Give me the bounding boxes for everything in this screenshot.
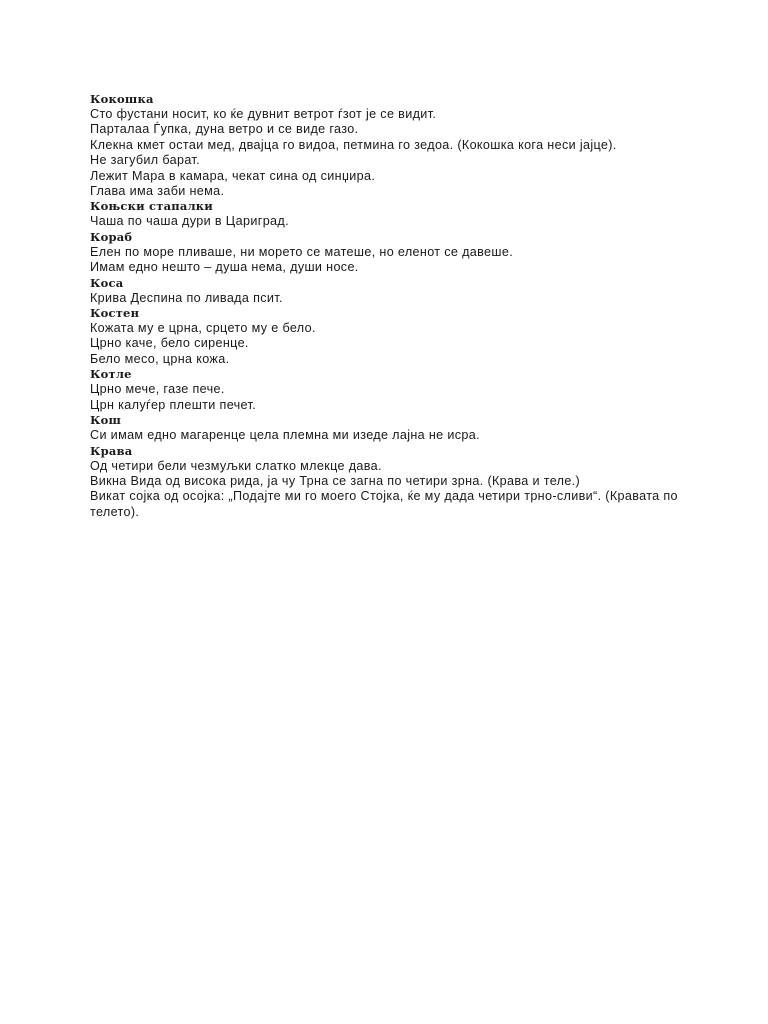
entry-kosa [90, 276, 710, 306]
riddle-line: Крива Деспина по ливада псит. [90, 290, 283, 305]
entry-heading: Костен [90, 306, 140, 321]
riddle-line: Имам едно нешто – душа нема, души носе. [90, 260, 359, 275]
entry-kokoshka [90, 92, 710, 199]
riddle-line: Викна Вида од висока рида, ја чу Трна се загна по четири зрна. (Крава и теле.) [90, 473, 581, 488]
riddle-line: Од четири бели чезмуљки слатко млекце дава. [90, 458, 382, 473]
riddles-document [90, 92, 710, 520]
riddle-line: Црно каче, бело сиренце. [90, 336, 249, 351]
entry-korab [90, 230, 710, 276]
entry-kotle [90, 367, 710, 413]
riddle-line: Кожата му е црна, срцето му е бело. [90, 321, 316, 336]
entry-heading: Котле [90, 367, 132, 382]
riddle-line: Не загубил барат. [90, 153, 200, 168]
entry-krava [90, 444, 710, 521]
riddle-line: Клекна кмет остаи мед, двајца го видоа, петмина го зедоа. (Кокошка кога неси јајце). [90, 137, 617, 152]
entry-heading: Крава [90, 443, 133, 458]
riddle-line: Глава има заби нема. [90, 184, 225, 199]
riddle-line: Викат сојка од осојка: „Подајте ми го моего Стојка, ќе му дада четири трно-сливи“. (Кравата по [90, 489, 678, 504]
entry-konjski-stapalki [90, 199, 710, 229]
riddle-line: Лежит Мара в камара, чекат сина од синџира. [90, 168, 376, 183]
riddle-line: телето). [90, 504, 140, 519]
entry-heading: Кораб [90, 229, 133, 244]
riddle-line: Црн калуѓер плешти печет. [90, 397, 257, 412]
riddle-line: Си имам едно магаренце цела племна ми изеде лајна не исра. [90, 428, 480, 443]
entry-heading: Кош [90, 413, 122, 428]
entry-heading: Коса [90, 275, 124, 290]
entry-kosh [90, 413, 710, 443]
riddle-line: Сто фустани носит, ко ќе дувнит ветрот ѓзот је се видит. [90, 107, 437, 121]
riddle-line: Црно мече, газе пече. [90, 382, 225, 397]
riddle-line: Парталаа Ѓупка, дуна ветро и се виде газо. [90, 122, 359, 137]
riddle-line: Елен по море пливаше, ни морето се матеше, но еленот се давеше. [90, 244, 514, 259]
entry-kosten [90, 306, 710, 367]
entry-heading: Кокошка [90, 92, 154, 106]
entry-heading: Коњски стапалки [90, 199, 214, 214]
riddle-line: Чаша по чаша дури в Цариград. [90, 214, 289, 229]
riddle-line: Бело месо, црна кожа. [90, 351, 230, 366]
